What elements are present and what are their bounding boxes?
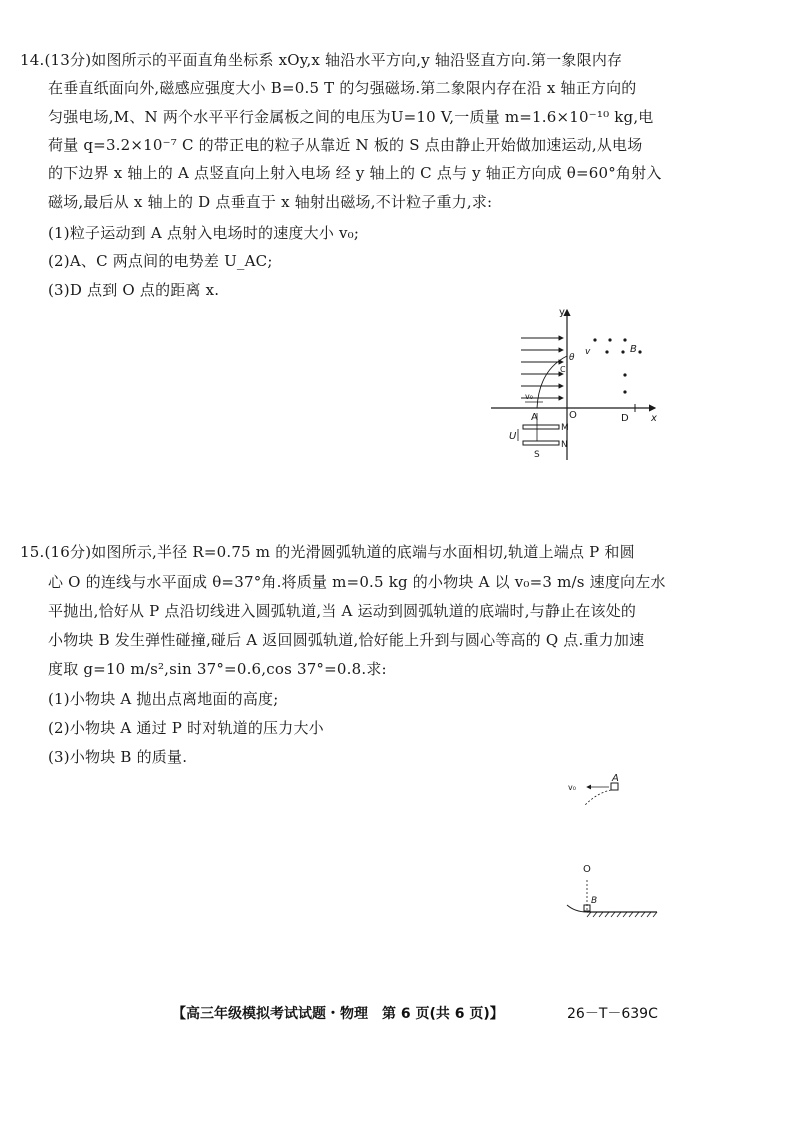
problem-15-line-5: 度取 g=10 m/s²,sin 37°=0.6,cos 37°=0.8.求:	[48, 660, 387, 678]
block-a-label: A	[612, 773, 619, 784]
problem-14-line-1: 14.(13分)如图所示的平面直角坐标系 xOy,x 轴沿水平方向,y 轴沿竖直方向.第一象限内存	[20, 51, 623, 69]
field-diagram	[485, 300, 675, 465]
problem-15-line-4: 小物块 B 发生弹性碰撞,碰后 A 返回圆弧轨道,恰好能上升到与圆心等高的 Q 点.重力加速	[48, 631, 645, 649]
problem-14-line-5: 的下边界 x 轴上的 A 点竖直向上射入电场 经 y 轴上的 C 点与 y 轴正方向成 θ=60°角射入	[48, 164, 662, 182]
problem-15-line-2: 心 O 的连线与水平面成 θ=37°角.将质量 m=0.5 kg 的小物块 A 以 v₀=3 m/s 速度向左水	[48, 573, 666, 591]
problem-15-question-1: (1)小物块 A 抛出点离地面的高度;	[48, 690, 279, 708]
origin-label: O	[569, 410, 577, 421]
problem-15-question-2: (2)小物块 A 通过 P 时对轨道的压力大小	[48, 719, 324, 737]
plate-n-label: N	[561, 440, 568, 450]
b-field-label: B	[630, 344, 637, 355]
problem-15-line-3: 平抛出,恰好从 P 点沿切线进入圆弧轨道,当 A 运动到圆弧轨道的底端时,与静止在该处的	[48, 602, 637, 620]
block-a	[611, 783, 618, 790]
problem-14-question-1: (1)粒子运动到 A 点射入电场时的速度大小 v₀;	[48, 224, 360, 242]
ground-hatch	[587, 912, 657, 917]
theta-label: θ	[569, 353, 575, 363]
page-footer-code: 26－T－639C	[567, 1006, 658, 1022]
y-axis-label: y	[559, 307, 565, 318]
electric-field-lines	[521, 338, 563, 398]
point-c-label: C	[560, 365, 566, 374]
v0-label: v₀	[568, 783, 576, 792]
center-o-label: O	[583, 864, 591, 875]
problem-15-line-1: 15.(16分)如图所示,半径 R=0.75 m 的光滑圆弧轨道的底端与水面相切,轨道上端点 P 和圆	[20, 543, 635, 561]
problem-15-figure	[555, 765, 665, 930]
problem-14-question-2: (2)A、C 两点间的电势差 U_AC;	[48, 252, 273, 270]
arc-track-diagram	[555, 765, 665, 930]
plate-m-label: M	[561, 423, 569, 433]
point-d-label: D	[621, 413, 629, 424]
problem-14-line-2: 在垂直纸面向外,磁感应强度大小 B=0.5 T 的匀强磁场.第二象限内存在沿 x 轴正方向的	[48, 79, 637, 97]
problem-14-line-3: 匀强电场,M、N 两个水平平行金属板之间的电压为U=10 V,一质量 m=1.6×10⁻¹⁰ kg,电	[48, 108, 654, 126]
particle-path-electric	[537, 356, 567, 408]
projectile-path	[585, 790, 611, 805]
x-axis-label: x	[651, 413, 657, 424]
v0-label: v₀	[525, 392, 533, 401]
problem-14-figure	[485, 300, 675, 465]
voltage-label: U	[509, 431, 517, 442]
point-s-label: S	[534, 450, 540, 460]
velocity-label: v	[585, 347, 591, 357]
plate-m	[523, 425, 559, 429]
problem-14-line-6: 磁场,最后从 x 轴上的 D 点垂直于 x 轴射出磁场,不计粒子重力,求:	[48, 193, 493, 211]
problem-15-question-3: (3)小物块 B 的质量.	[48, 748, 188, 766]
block-b-label: B	[591, 896, 598, 906]
problem-14-line-4: 荷量 q=3.2×10⁻⁷ C 的带正电的粒子从靠近 N 板的 S 点由静止开始做加速运动,从电场	[48, 136, 643, 154]
page-footer-title: 【高三年级模拟考试试题・物理 第 6 页(共 6 页)】	[172, 1006, 504, 1022]
plate-n	[523, 441, 559, 445]
point-a-label: A	[531, 412, 538, 423]
problem-14-question-3: (3)D 点到 O 点的距离 x.	[48, 281, 220, 299]
